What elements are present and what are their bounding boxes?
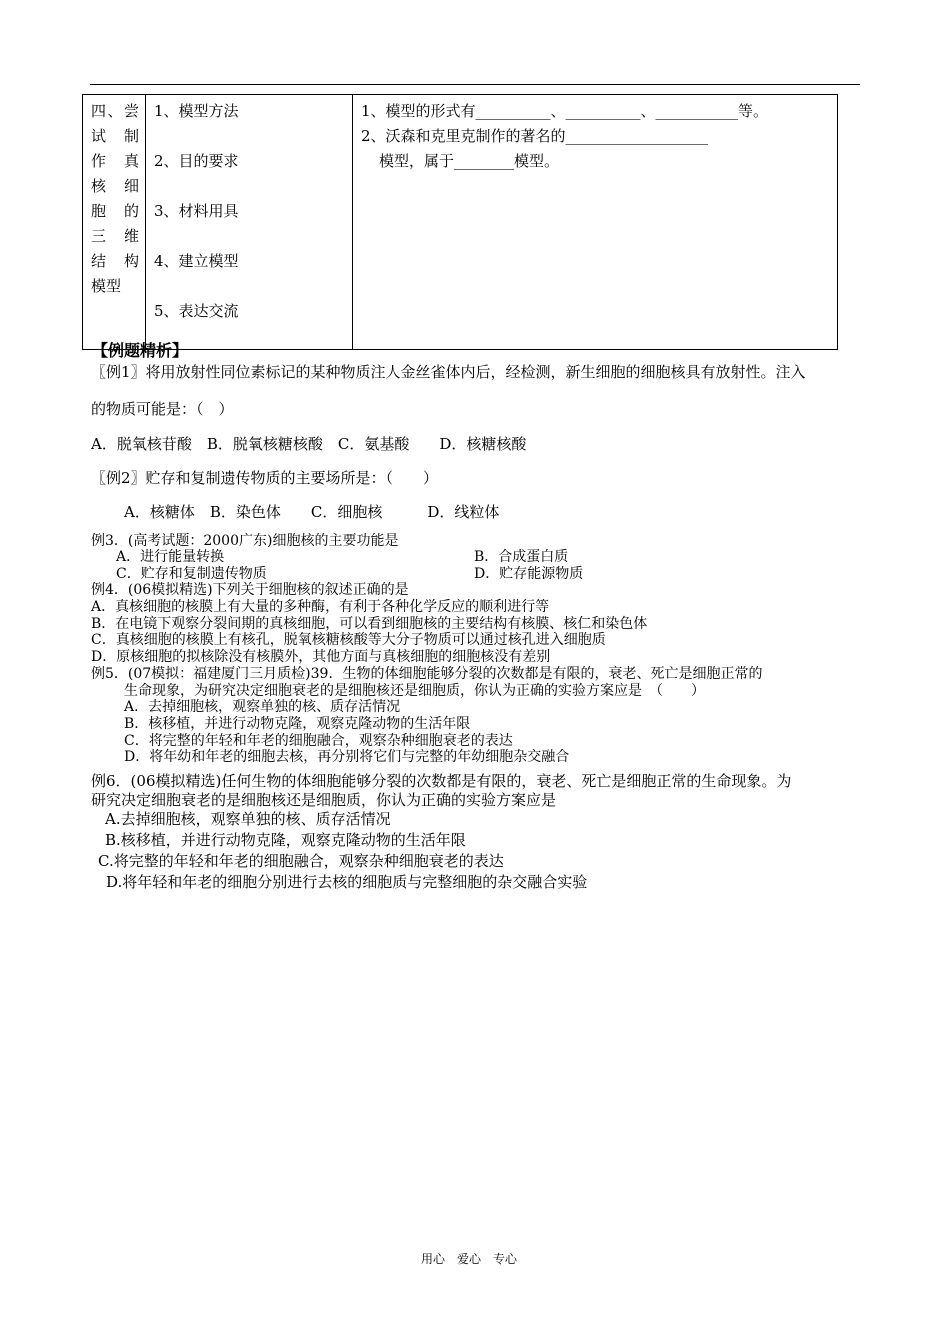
step-item: 1、模型方法 [154, 102, 239, 120]
topic-line: 四、尝 [91, 102, 139, 120]
ex3-option-a: A．进行能量转换 [116, 549, 225, 565]
ex6-option-a: A.去掉细胞核，观察单独的核、质存活情况 [105, 810, 391, 828]
ex1-options: A．脱氧核苷酸 B．脱氧核糖核酸 C．氨基酸 D．核糖核酸 [91, 435, 527, 453]
ex3-option-d: D．贮存能源物质 [474, 566, 584, 582]
topic-line: 核 细 [91, 177, 139, 195]
topic-line: 胞 的 [91, 202, 139, 220]
ex4-option-c: C．真核细胞的核膜上有核孔，脱氧核糖核酸等大分子物质可以通过核孔进入细胞质 [91, 632, 606, 648]
step-item: 3、材料用具 [154, 202, 239, 220]
step-item: 2、目的要求 [154, 152, 239, 170]
ex3-option-c: C．贮存和复制遗传物质 [116, 566, 267, 582]
question-2: 2、沃森和克里克制作的著名的___________________ [361, 127, 709, 145]
topic-line: 作 真 [91, 152, 139, 170]
topic-line: 结 构 [91, 252, 139, 270]
ex6-option-d: D.将年轻和年老的细胞分别进行去核的细胞质与完整细胞的杂交融合实验 [106, 873, 588, 891]
ex6-stem-line1: 例6．(06模拟精选)任何生物的体细胞能够分裂的次数都是有限的，衰老、死亡是细胞正常的生命现象。为 [91, 772, 792, 790]
topic-line: 模型 [91, 277, 122, 295]
ex5-stem-line2: 生命现象，为研究决定细胞衰老的是细胞核还是细胞质，你认为正确的实验方案应是 （ ） [124, 683, 705, 699]
ex4-option-a: A．真核细胞的核膜上有大量的多种酶，有利于各种化学反应的顺利进行等 [91, 599, 550, 615]
questions-cell [353, 95, 838, 350]
ex2-options: A．核糖体 B．染色体 C．细胞核 D．线粒体 [124, 503, 500, 521]
ex3-option-b: B．合成蛋白质 [474, 549, 569, 565]
ex4-option-d: D．原核细胞的拟核除没有核膜外，其他方面与真核细胞的细胞核没有差别 [91, 649, 551, 665]
steps-cell [146, 95, 353, 350]
section-title: 【例题精析】 [92, 341, 189, 360]
ex5-option-c: C．将完整的年轻和年老的细胞融合，观察杂种细胞衰老的表达 [124, 733, 513, 749]
ex1-stem-line1: 〖例1〗将用放射性同位素标记的某种物质注人金丝雀体内后，经检测，新生细胞的细胞核具有放射性。注入 [91, 363, 806, 381]
ex6-option-c: C.将完整的年轻和年老的细胞融合，观察杂种细胞衰老的表达 [98, 852, 504, 870]
ex3-stem: 例3．(高考试题：2000广东)细胞核的主要功能是 [91, 533, 399, 549]
model-table [82, 94, 838, 350]
ex6-option-b: B.核移植，并进行动物克隆，观察克隆动物的生活年限 [105, 831, 466, 849]
ex5-option-a: A．去掉细胞核，观察单独的核、质存活情况 [124, 699, 401, 715]
ex5-stem-line1: 例5．(07模拟：福建厦门三月质检)39．生物的体细胞能够分裂的次数都是有限的，衰老、死亡是细胞正常的 [91, 666, 763, 682]
ex6-stem-line2: 研究决定细胞衰老的是细胞核还是细胞质，你认为正确的实验方案应是 [91, 791, 557, 809]
ex4-option-b: B．在电镜下观察分裂间期的真核细胞，可以看到细胞核的主要结构有核膜、核仁和染色体 [91, 616, 648, 632]
topic-line: 试 制 [91, 127, 139, 145]
ex5-option-d: D．将年幼和年老的细胞去核，再分别将它们与完整的年幼细胞杂交融合 [124, 749, 570, 765]
topic-line: 三 维 [91, 227, 139, 245]
ex5-option-b: B．核移植，并进行动物克隆，观察克隆动物的生活年限 [124, 716, 471, 732]
step-item: 5、表达交流 [154, 302, 239, 320]
question-1: 1、模型的形式有__________、__________、___________等。 [361, 102, 769, 120]
ex1-stem-line2: 的物质可能是：（ ） [91, 400, 234, 418]
header-rule [90, 84, 860, 85]
step-item: 4、建立模型 [154, 252, 239, 270]
question-2-cont: 模型，属于________模型。 [379, 152, 560, 170]
ex2-stem: 〖例2〗贮存和复制遗传物质的主要场所是：（ ） [91, 469, 439, 487]
page-footer: 用心 爱心 专心 [421, 1252, 518, 1266]
topic-cell [83, 95, 146, 350]
ex4-stem: 例4．(06模拟精选)下列关于细胞核的叙述正确的是 [91, 582, 409, 598]
